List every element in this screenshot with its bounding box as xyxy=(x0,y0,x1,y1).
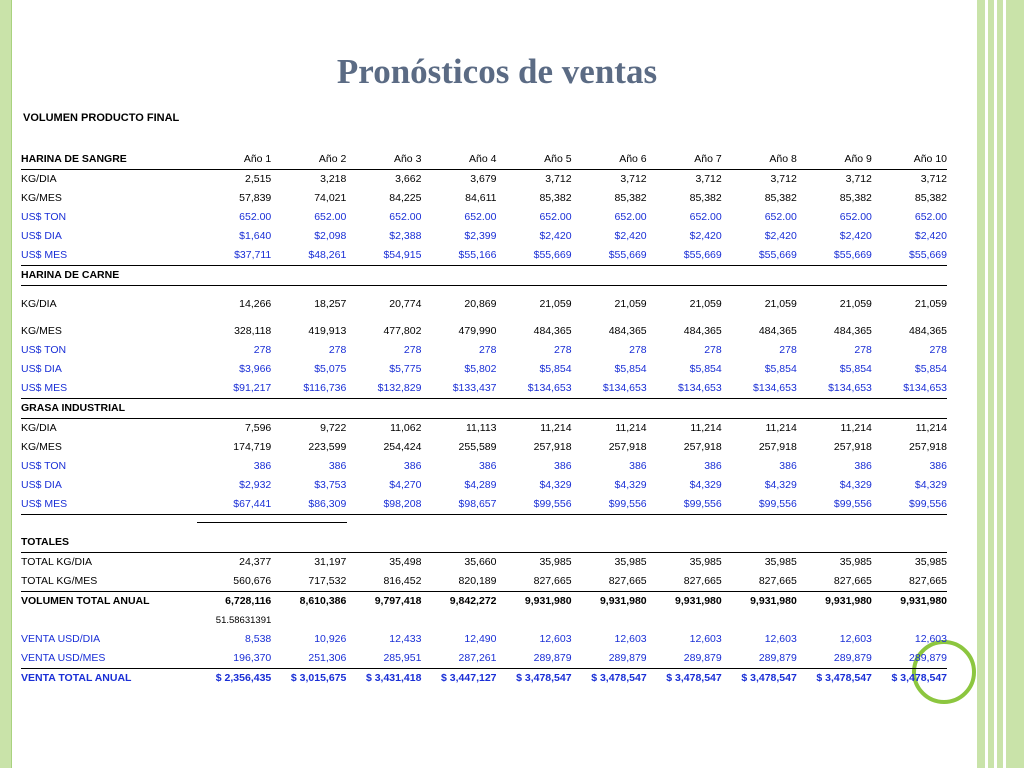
table-cell: 11,214 xyxy=(690,422,722,434)
table-cell: 35,985 xyxy=(614,556,647,568)
table-cell: 652.00 xyxy=(314,211,347,223)
table-cell: 479,990 xyxy=(458,325,497,337)
table-cell: $67,441 xyxy=(196,495,271,515)
table-cell: $ 3,478,547 xyxy=(591,672,647,684)
table-cell: $99,556 xyxy=(647,495,722,515)
row-label: TOTAL KG/DIA xyxy=(21,556,92,568)
row-label: VENTA USD/MES xyxy=(21,649,196,669)
year-header: Año 5 xyxy=(497,150,572,170)
table-cell: $55,166 xyxy=(421,246,496,266)
table-row xyxy=(21,476,947,495)
year-header: Año 4 xyxy=(421,150,496,170)
table-cell: $134,653 xyxy=(722,379,797,399)
table-cell: 827,665 xyxy=(872,572,947,592)
table-cell: $5,802 xyxy=(464,363,497,375)
section-heading: VOLUMEN PRODUCTO FINAL xyxy=(23,112,180,124)
table-cell: $2,420 xyxy=(614,230,647,242)
table-cell: 278 xyxy=(629,344,647,356)
table-cell: 419,913 xyxy=(308,325,347,337)
table-cell: $54,915 xyxy=(346,246,421,266)
table-cell: 7,596 xyxy=(244,422,272,434)
table-cell: $ 3,478,547 xyxy=(666,672,722,684)
table-cell: 85,382 xyxy=(539,192,572,204)
table-cell: 285,951 xyxy=(346,649,421,669)
table-cell: 652.00 xyxy=(389,211,422,223)
table-cell: $98,657 xyxy=(421,495,496,515)
table-cell: 652.00 xyxy=(239,211,272,223)
table-cell: 84,225 xyxy=(389,192,422,204)
group-name: GRASA INDUSTRIAL xyxy=(21,399,196,419)
table-cell: $37,711 xyxy=(196,246,271,266)
table-cell: 289,879 xyxy=(797,649,872,669)
table-row xyxy=(21,246,947,266)
table-cell: 85,382 xyxy=(839,192,872,204)
table-cell: $4,329 xyxy=(914,479,947,491)
year-header: Año 1 xyxy=(196,150,271,170)
table-cell: $5,854 xyxy=(764,363,797,375)
group-name: HARINA DE CARNE xyxy=(21,266,196,286)
table-cell: 289,879 xyxy=(497,649,572,669)
row-label: KG/MES xyxy=(21,441,62,453)
table-cell: 278 xyxy=(779,344,797,356)
table-cell: 57,839 xyxy=(239,192,272,204)
table-cell: 820,189 xyxy=(421,572,496,592)
table-cell: 827,665 xyxy=(572,572,647,592)
row-label: KG/DIA xyxy=(21,422,57,434)
table-cell: 6,728,116 xyxy=(225,595,272,607)
row-label: US$ DIA xyxy=(21,363,62,375)
table-cell: 386 xyxy=(478,460,497,472)
table-cell: 386 xyxy=(929,460,947,472)
table-cell: 21,059 xyxy=(539,298,572,310)
table-row xyxy=(21,286,947,323)
table-cell: $4,270 xyxy=(389,479,422,491)
table-cell: $99,556 xyxy=(872,495,947,515)
table-cell: $3,753 xyxy=(314,479,347,491)
table-row xyxy=(21,379,947,399)
table-row xyxy=(21,170,947,190)
table-cell: $55,669 xyxy=(722,246,797,266)
table-cell: 9,931,980 xyxy=(900,595,947,607)
group-header-row xyxy=(21,399,947,419)
table-cell: 21,059 xyxy=(614,298,647,310)
table-cell: 31,197 xyxy=(314,556,347,568)
row-label: US$ DIA xyxy=(21,230,62,242)
table-cell: 257,918 xyxy=(608,441,647,453)
table-cell: 35,985 xyxy=(914,556,947,568)
table-cell: 278 xyxy=(929,344,947,356)
group-header-row xyxy=(21,266,947,286)
row-label: KG/MES xyxy=(21,325,62,337)
table-cell: 3,712 xyxy=(695,173,722,185)
table-cell: 85,382 xyxy=(914,192,947,204)
table-cell: 386 xyxy=(328,460,347,472)
table-cell: $5,854 xyxy=(689,363,722,375)
table-cell: 278 xyxy=(478,344,497,356)
table-cell: 827,665 xyxy=(647,572,722,592)
table-row xyxy=(21,227,947,246)
table-cell: $ 3,431,418 xyxy=(365,672,422,684)
table-cell: 9,931,980 xyxy=(750,595,797,607)
table-cell: $4,329 xyxy=(764,479,797,491)
table-cell: 21,059 xyxy=(689,298,722,310)
table-cell: 85,382 xyxy=(689,192,722,204)
table-cell: $5,854 xyxy=(914,363,947,375)
year-header: Año 8 xyxy=(722,150,797,170)
table-row xyxy=(21,208,947,227)
table-cell: 9,931,980 xyxy=(599,595,647,607)
table-cell: 14,266 xyxy=(239,298,272,310)
table-cell: $48,261 xyxy=(271,246,346,266)
table-cell: $4,329 xyxy=(839,479,872,491)
table-cell: $134,653 xyxy=(647,379,722,399)
table-row xyxy=(21,341,947,360)
year-header: Año 10 xyxy=(872,150,947,170)
table-cell: 816,452 xyxy=(346,572,421,592)
table-cell: 278 xyxy=(328,344,347,356)
table-cell: 11,062 xyxy=(390,422,422,434)
row-label: VOLUMEN TOTAL ANUAL xyxy=(21,595,150,607)
table-row xyxy=(21,669,947,689)
table-cell: $1,640 xyxy=(239,230,272,242)
table-cell: 11,214 xyxy=(615,422,647,434)
table-cell: $99,556 xyxy=(797,495,872,515)
table-cell: $5,075 xyxy=(314,363,347,375)
year-header: Año 7 xyxy=(647,150,722,170)
table-cell: $ 3,478,547 xyxy=(816,672,872,684)
table-cell: 12,433 xyxy=(389,633,422,645)
row-label: TOTAL KG/MES xyxy=(21,572,196,592)
table-cell: 278 xyxy=(854,344,872,356)
table-cell: 9,722 xyxy=(320,422,347,434)
table-cell: 827,665 xyxy=(497,572,572,592)
table-cell: $2,098 xyxy=(314,230,347,242)
table-cell: 484,365 xyxy=(833,325,872,337)
table-cell: 9,797,418 xyxy=(374,595,422,607)
table-cell: 717,532 xyxy=(271,572,346,592)
table-cell: 386 xyxy=(629,460,647,472)
table-cell: 20,774 xyxy=(389,298,422,310)
table-cell: 35,985 xyxy=(689,556,722,568)
table-cell: $91,217 xyxy=(196,379,271,399)
table-cell: $5,854 xyxy=(539,363,572,375)
table-cell: 21,059 xyxy=(839,298,872,310)
table-cell: 85,382 xyxy=(614,192,647,204)
table-cell: $ 3,015,675 xyxy=(290,672,347,684)
table-cell: $2,420 xyxy=(839,230,872,242)
table-cell: $2,399 xyxy=(464,230,497,242)
table-cell: 3,712 xyxy=(545,173,572,185)
spacer-row xyxy=(21,515,947,534)
table-cell: 827,665 xyxy=(722,572,797,592)
table-cell: 85,382 xyxy=(764,192,797,204)
table-cell: $2,420 xyxy=(689,230,722,242)
table-cell: $ 3,478,547 xyxy=(891,672,947,684)
table-row xyxy=(21,495,947,515)
table-cell: 11,214 xyxy=(840,422,872,434)
table-cell: $ 3,447,127 xyxy=(441,672,497,684)
table-cell: 652.00 xyxy=(764,211,797,223)
right-stripe xyxy=(1006,0,1024,768)
table-cell: 35,660 xyxy=(464,556,497,568)
table-cell: $2,420 xyxy=(764,230,797,242)
row-label: US$ MES xyxy=(21,246,196,266)
table-cell: 20,869 xyxy=(464,298,497,310)
table-cell: 257,918 xyxy=(533,441,572,453)
table-cell: $2,420 xyxy=(914,230,947,242)
table-cell: 652.00 xyxy=(614,211,647,223)
table-cell: $2,932 xyxy=(239,479,272,491)
table-cell: $ 3,478,547 xyxy=(741,672,797,684)
row-label: VENTA TOTAL ANUAL xyxy=(21,672,132,684)
table-cell: 196,370 xyxy=(196,649,271,669)
table-cell: 386 xyxy=(854,460,872,472)
year-header: Año 2 xyxy=(271,150,346,170)
table-cell: 223,599 xyxy=(308,441,347,453)
table-cell: 8,538 xyxy=(244,633,272,645)
row-label: US$ MES xyxy=(21,379,196,399)
table-cell: 3,218 xyxy=(320,173,347,185)
table-cell: 652.00 xyxy=(839,211,872,223)
table-cell: $ 2,356,435 xyxy=(215,672,272,684)
table-cell: 3,662 xyxy=(395,173,422,185)
table-row xyxy=(21,438,947,457)
table-cell: 12,603 xyxy=(539,633,572,645)
table-cell: $ 3,478,547 xyxy=(516,672,572,684)
table-cell: 652.00 xyxy=(914,211,947,223)
table-cell: 257,918 xyxy=(758,441,797,453)
table-cell: 251,306 xyxy=(271,649,346,669)
table-cell: 257,918 xyxy=(683,441,722,453)
forecast-table xyxy=(21,150,947,688)
year-header: Año 9 xyxy=(797,150,872,170)
table-cell: $134,653 xyxy=(572,379,647,399)
table-cell: 3,712 xyxy=(920,173,947,185)
table-cell: 12,603 xyxy=(764,633,797,645)
row-label: KG/DIA xyxy=(21,173,57,185)
table-cell: 652.00 xyxy=(464,211,497,223)
table-cell: $99,556 xyxy=(572,495,647,515)
row-label: VENTA USD/DIA xyxy=(21,633,101,645)
table-cell: 484,365 xyxy=(909,325,947,337)
table-cell: $5,775 xyxy=(389,363,422,375)
table-row xyxy=(21,457,947,476)
table-cell: 12,603 xyxy=(689,633,722,645)
table-row xyxy=(21,572,947,592)
table-cell: 3,679 xyxy=(470,173,497,185)
right-stripe xyxy=(997,0,1003,768)
table-cell: 24,377 xyxy=(239,556,272,568)
table-cell: 35,985 xyxy=(764,556,797,568)
table-cell: 652.00 xyxy=(539,211,572,223)
table-cell: 9,931,980 xyxy=(524,595,572,607)
table-cell: 257,918 xyxy=(833,441,872,453)
table-cell: $55,669 xyxy=(497,246,572,266)
table-cell: 11,214 xyxy=(765,422,797,434)
table-cell: 12,603 xyxy=(614,633,647,645)
table-cell: 12,490 xyxy=(464,633,497,645)
table-cell: 287,261 xyxy=(421,649,496,669)
table-cell: $99,556 xyxy=(497,495,572,515)
table-cell: 35,985 xyxy=(539,556,572,568)
table-cell: $116,736 xyxy=(271,379,346,399)
table-cell: 289,879 xyxy=(872,649,947,669)
table-row xyxy=(21,630,947,649)
group-name: HARINA DE SANGRE xyxy=(21,150,196,170)
row-label: KG/DIA xyxy=(21,298,57,310)
table-row xyxy=(21,189,947,208)
row-label: US$ TON xyxy=(21,344,67,356)
table-cell: 9,931,980 xyxy=(825,595,872,607)
table-cell: $55,669 xyxy=(647,246,722,266)
table-cell: 35,498 xyxy=(389,556,422,568)
table-cell: $55,669 xyxy=(797,246,872,266)
table-cell: 484,365 xyxy=(533,325,572,337)
table-cell: 21,059 xyxy=(764,298,797,310)
sub-value-row xyxy=(21,611,947,630)
table-cell: 289,879 xyxy=(647,649,722,669)
table-cell: 3,712 xyxy=(620,173,647,185)
table-cell: 560,676 xyxy=(196,572,271,592)
table-cell: 3,712 xyxy=(845,173,872,185)
table-cell: $55,669 xyxy=(872,246,947,266)
table-cell: $134,653 xyxy=(497,379,572,399)
table-cell: 11,214 xyxy=(915,422,947,434)
table-cell: 289,879 xyxy=(722,649,797,669)
table-cell: $4,289 xyxy=(464,479,497,491)
table-cell: $134,653 xyxy=(797,379,872,399)
year-header: Año 3 xyxy=(346,150,421,170)
table-cell: 289,879 xyxy=(572,649,647,669)
group-header-row xyxy=(21,150,947,170)
table-cell: 484,365 xyxy=(758,325,797,337)
table-cell: $4,329 xyxy=(539,479,572,491)
left-decorative-bar xyxy=(0,0,12,768)
table-row xyxy=(21,649,947,669)
group-header-row xyxy=(21,533,947,553)
table-cell: 278 xyxy=(704,344,722,356)
table-cell: 3,712 xyxy=(770,173,797,185)
table-cell: $132,829 xyxy=(346,379,421,399)
table-cell: 35,985 xyxy=(839,556,872,568)
totals-heading: TOTALES xyxy=(21,533,196,553)
row-label: US$ TON xyxy=(21,211,67,223)
table-cell: $55,669 xyxy=(572,246,647,266)
table-cell: $4,329 xyxy=(689,479,722,491)
table-cell: 8,610,386 xyxy=(299,595,347,607)
table-cell: 10,926 xyxy=(314,633,347,645)
table-cell: 652.00 xyxy=(689,211,722,223)
table-cell: 257,918 xyxy=(909,441,947,453)
table-cell: 827,665 xyxy=(797,572,872,592)
table-cell: 74,021 xyxy=(314,192,347,204)
table-row xyxy=(21,419,947,439)
table-cell: 174,719 xyxy=(233,441,272,453)
table-cell: 11,113 xyxy=(465,422,497,434)
table-cell: 386 xyxy=(554,460,572,472)
right-stripe xyxy=(977,0,985,768)
table-cell: $2,388 xyxy=(389,230,422,242)
table-cell: $98,208 xyxy=(346,495,421,515)
table-cell: $5,854 xyxy=(839,363,872,375)
table-cell: 11,214 xyxy=(540,422,572,434)
table-cell: 84,611 xyxy=(465,192,497,204)
table-cell: 9,931,980 xyxy=(675,595,722,607)
table-cell: 386 xyxy=(704,460,722,472)
table-cell: $99,556 xyxy=(722,495,797,515)
row-label: KG/MES xyxy=(21,192,62,204)
table-cell: 18,257 xyxy=(314,298,347,310)
table-cell: 484,365 xyxy=(608,325,647,337)
row-label: US$ TON xyxy=(21,460,67,472)
table-cell: 9,842,272 xyxy=(449,595,497,607)
table-cell: 386 xyxy=(403,460,422,472)
table-cell: 254,424 xyxy=(383,441,422,453)
year-header: Año 6 xyxy=(572,150,647,170)
table-cell: $3,966 xyxy=(239,363,272,375)
row-label: US$ MES xyxy=(21,495,196,515)
table-row xyxy=(21,322,947,341)
table-cell: $4,329 xyxy=(614,479,647,491)
table-cell: $134,653 xyxy=(872,379,947,399)
table-cell: 278 xyxy=(554,344,572,356)
table-cell: 386 xyxy=(779,460,797,472)
row-label: US$ DIA xyxy=(21,479,62,491)
table-cell: 12,603 xyxy=(839,633,872,645)
sub-value: 51.58631391 xyxy=(215,615,272,626)
table-cell: 484,365 xyxy=(683,325,722,337)
table-row xyxy=(21,360,947,379)
table-cell: 2,515 xyxy=(244,173,272,185)
table-cell: $86,309 xyxy=(271,495,346,515)
table-cell: $2,420 xyxy=(539,230,572,242)
right-stripe xyxy=(988,0,994,768)
page-title: Pronósticos de ventas xyxy=(336,52,658,91)
table-cell: 278 xyxy=(253,344,272,356)
table-cell: $5,854 xyxy=(614,363,647,375)
table-cell: 278 xyxy=(403,344,422,356)
table-cell: $133,437 xyxy=(421,379,496,399)
table-cell: 12,603 xyxy=(914,633,947,645)
table-cell: 328,118 xyxy=(234,325,272,337)
table-row xyxy=(21,592,947,612)
table-cell: 386 xyxy=(253,460,272,472)
table-row xyxy=(21,553,947,573)
table-cell: 255,589 xyxy=(458,441,497,453)
table-cell: 477,802 xyxy=(383,325,422,337)
table-cell: 21,059 xyxy=(914,298,947,310)
